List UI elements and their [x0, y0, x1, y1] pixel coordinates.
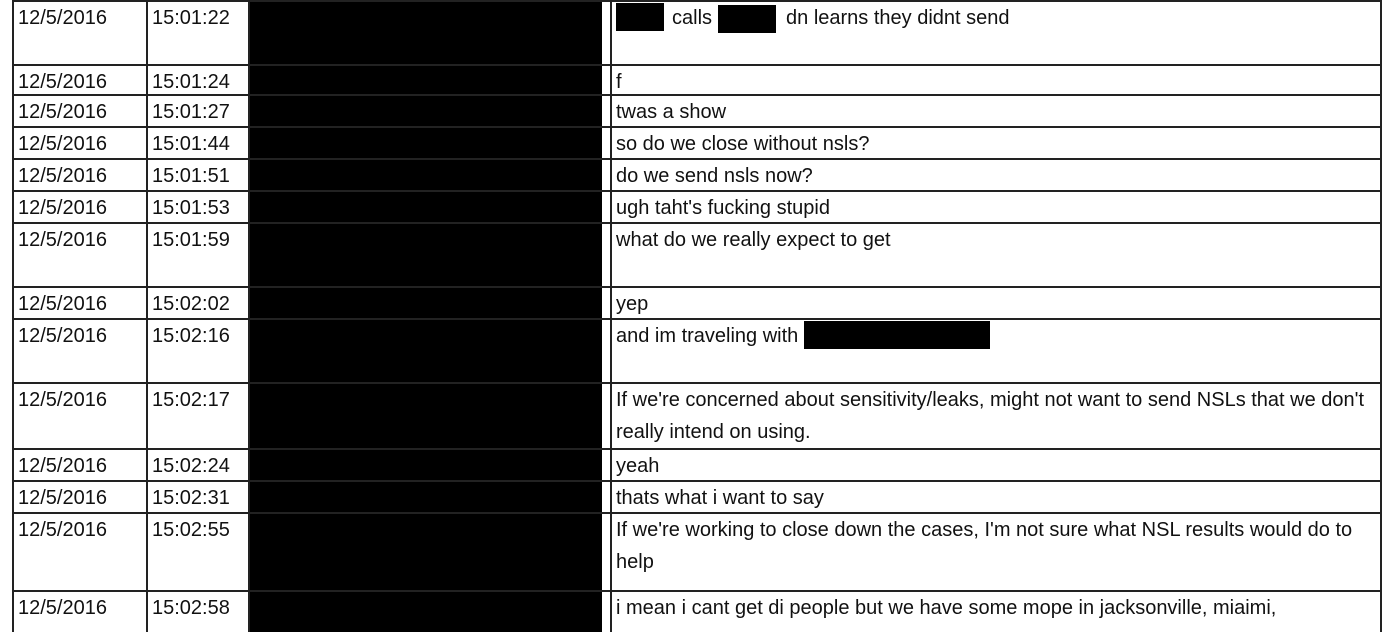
date-cell: 12/5/2016	[12, 128, 148, 158]
column-divider	[602, 288, 612, 318]
table-row	[12, 384, 1382, 450]
message-cell: twas a show	[612, 96, 1382, 126]
time-cell: 15:01:27	[148, 96, 250, 126]
time-cell: 15:01:24	[148, 66, 250, 94]
message-cell: yep	[612, 288, 1382, 318]
table-row	[12, 160, 1382, 192]
time-cell: 15:02:31	[148, 482, 250, 512]
table-row	[12, 592, 1382, 632]
redacted-user-cell	[250, 2, 602, 64]
chat-log-table	[12, 0, 1382, 632]
table-row	[12, 288, 1382, 320]
date-cell: 12/5/2016	[12, 450, 148, 480]
table-row	[12, 128, 1382, 160]
redacted-user-cell	[250, 482, 602, 512]
redacted-user-cell	[250, 288, 602, 318]
redacted-user-cell	[250, 384, 602, 448]
table-row	[12, 450, 1382, 482]
time-cell: 15:02:02	[148, 288, 250, 318]
date-cell: 12/5/2016	[12, 66, 148, 94]
time-cell: 15:01:22	[148, 2, 250, 64]
message-cell: f	[612, 66, 1382, 94]
column-divider	[602, 160, 612, 190]
column-divider	[602, 128, 612, 158]
message-cell: ugh taht's fucking stupid	[612, 192, 1382, 222]
table-row	[12, 96, 1382, 128]
message-cell: If we're working to close down the cases, I'm not sure what NSL results would do to help	[612, 514, 1382, 590]
date-cell: 12/5/2016	[12, 384, 148, 448]
table-row	[12, 514, 1382, 592]
time-cell: 15:01:59	[148, 224, 250, 286]
redacted-user-cell	[250, 66, 602, 94]
table-row	[12, 320, 1382, 384]
column-divider	[602, 514, 612, 590]
redaction-block	[804, 321, 990, 349]
date-cell: 12/5/2016	[12, 320, 148, 382]
redacted-user-cell	[250, 160, 602, 190]
message-cell: If we're concerned about sensitivity/leaks, might not want to send NSLs that we don't really intend on using.	[612, 384, 1382, 448]
table-row	[12, 482, 1382, 514]
redacted-user-cell	[250, 320, 602, 382]
redacted-user-cell	[250, 514, 602, 590]
message-cell: so do we close without nsls?	[612, 128, 1382, 158]
message-cell	[612, 320, 1382, 382]
time-cell: 15:02:16	[148, 320, 250, 382]
date-cell: 12/5/2016	[12, 96, 148, 126]
date-cell: 12/5/2016	[12, 482, 148, 512]
table-row	[12, 224, 1382, 288]
time-cell: 15:01:51	[148, 160, 250, 190]
column-divider	[602, 192, 612, 222]
message-text: dn learns they didnt send	[786, 7, 1010, 29]
message-text: and im traveling with	[616, 325, 799, 347]
column-divider	[602, 592, 612, 632]
redacted-user-cell	[250, 450, 602, 480]
redaction-block	[718, 5, 776, 33]
column-divider	[602, 450, 612, 480]
time-cell: 15:02:24	[148, 450, 250, 480]
redacted-user-cell	[250, 128, 602, 158]
message-cell: yeah	[612, 450, 1382, 480]
time-cell: 15:01:44	[148, 128, 250, 158]
date-cell: 12/5/2016	[12, 514, 148, 590]
message-cell: do we send nsls now?	[612, 160, 1382, 190]
column-divider	[602, 320, 612, 382]
date-cell: 12/5/2016	[12, 2, 148, 64]
redacted-user-cell	[250, 592, 602, 632]
table-row	[12, 0, 1382, 66]
table-row	[12, 192, 1382, 224]
message-cell: i mean i cant get di people but we have some mope in jacksonville, miaimi,	[612, 592, 1382, 632]
date-cell: 12/5/2016	[12, 192, 148, 222]
column-divider	[602, 384, 612, 448]
time-cell: 15:02:55	[148, 514, 250, 590]
date-cell: 12/5/2016	[12, 160, 148, 190]
redacted-user-cell	[250, 96, 602, 126]
column-divider	[602, 224, 612, 286]
date-cell: 12/5/2016	[12, 288, 148, 318]
message-text: calls	[672, 7, 713, 29]
date-cell: 12/5/2016	[12, 592, 148, 632]
message-cell: thats what i want to say	[612, 482, 1382, 512]
message-cell: what do we really expect to get	[612, 224, 1382, 286]
table-row	[12, 66, 1382, 96]
time-cell: 15:01:53	[148, 192, 250, 222]
message-cell	[612, 2, 1382, 64]
redaction-block	[616, 3, 664, 31]
column-divider	[602, 96, 612, 126]
redacted-user-cell	[250, 192, 602, 222]
redacted-user-cell	[250, 224, 602, 286]
column-divider	[602, 66, 612, 94]
column-divider	[602, 482, 612, 512]
date-cell: 12/5/2016	[12, 224, 148, 286]
time-cell: 15:02:17	[148, 384, 250, 448]
column-divider	[602, 2, 612, 64]
time-cell: 15:02:58	[148, 592, 250, 632]
